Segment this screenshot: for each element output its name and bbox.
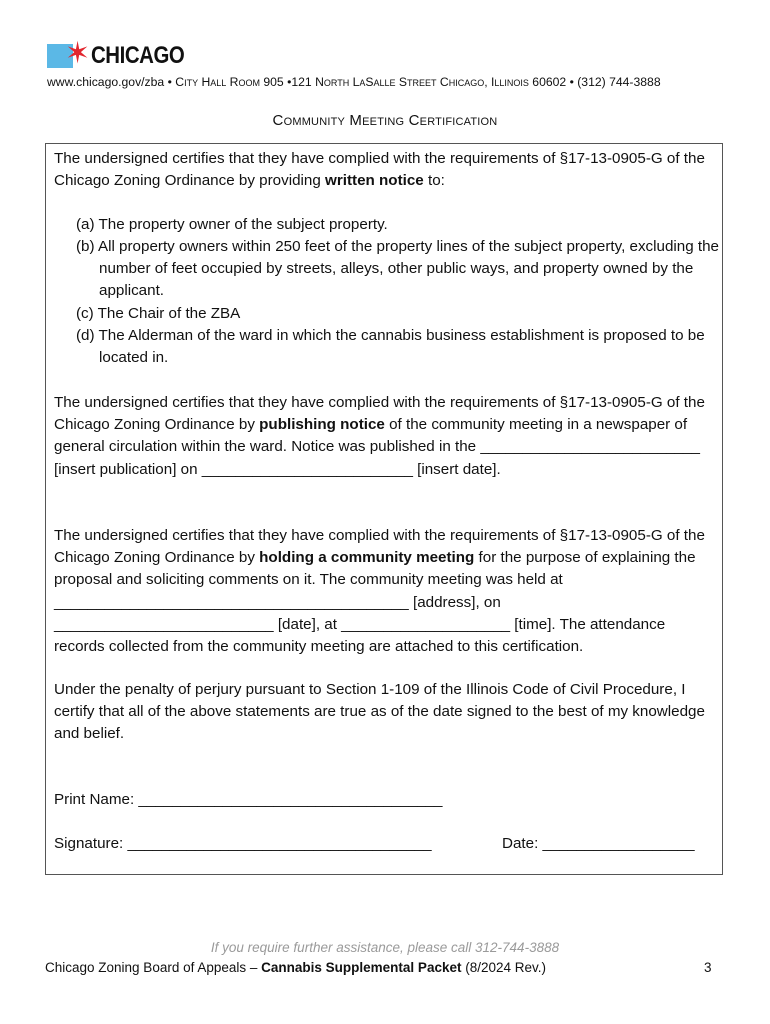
para2-bold: publishing notice: [259, 416, 385, 434]
footer-packet-name: Cannabis Supplemental Packet: [261, 960, 462, 975]
page-title: Community Meeting Certification: [272, 112, 498, 129]
para1-text: The undersigned certifies that they have complied with the requirements of §17-13-0905-G of the Chicago Zoning Ordinance by providing: [54, 150, 705, 190]
phone: (312) 744-3888: [577, 75, 661, 89]
paragraph-community-meeting: [54, 525, 719, 658]
list-item: (a) The property owner of the subject property.: [76, 216, 388, 233]
website-link[interactable]: www.chicago.gov/zba: [47, 75, 165, 89]
assistance-note: If you require further assistance, please call 312-744-3888: [210, 940, 560, 955]
six-point-star-icon: ✶: [65, 36, 91, 71]
paragraph-written-notice: [54, 148, 719, 192]
para2-text: The undersigned certifies that they have complied with the requirements of §17-13-0905-G of the Chicago Zoning Ordinance by: [54, 394, 705, 434]
separator: •: [167, 75, 172, 89]
room: City Hall Room 905: [175, 75, 284, 89]
list-item: (d) The Alderman of the ward in which the cannabis business establishment is proposed to be located in.: [76, 327, 705, 367]
date-field[interactable]: Date: __________________: [502, 835, 695, 852]
print-name-field[interactable]: Print Name: ____________________________________: [54, 791, 443, 808]
separator: •: [569, 75, 574, 89]
chicago-logo: [47, 36, 201, 71]
list-item: (c) The Chair of the ZBA: [76, 305, 241, 322]
signature-field[interactable]: Signature: ____________________________________: [54, 835, 432, 852]
para2-text-end: of the community meeting in a newspaper of general circulation within the ward. Notice was published in the __________________________ [insert publication] on _________________________ [insert date].: [54, 416, 700, 478]
list-item: (b) All property owners within 250 feet of the property lines of the subject property, excluding the number of feet occupied by streets, alleys, other public ways, and property owned by the applicant.: [76, 238, 720, 300]
para1-text-end: to:: [423, 172, 445, 190]
paragraph-perjury: Under the penalty of perjury pursuant to Section 1-109 of the Illinois Code of Civil Procedure, I certify that all of the above statements are true as of the date signed to the best of my knowledge and belief.: [54, 681, 705, 743]
page-number: 3: [704, 960, 712, 975]
separator: •: [287, 75, 292, 89]
paragraph-publishing-notice: [54, 392, 719, 481]
street-address: 121 North LaSalle Street Chicago, Illinois 60602: [291, 75, 567, 89]
footer-org: Chicago Zoning Board of Appeals –: [45, 960, 262, 975]
para1-bold: written notice: [325, 172, 424, 190]
logo-text: CHICAGO: [91, 42, 185, 69]
para3-text: The undersigned certifies that they have complied with the requirements of §17-13-0905-G of the Chicago Zoning Ordinance by: [54, 527, 705, 567]
footer-revision: (8/2024 Rev.): [461, 960, 547, 975]
para3-bold: holding a community meeting: [259, 549, 475, 567]
header-address-line: [47, 75, 661, 89]
certification-box: [45, 143, 723, 875]
para3-text-end: for the purpose of explaining the proposal and soliciting comments on it. The community meeting was held at __________________________________________ [address], on __________________________ [date], at ____________________ [time]. The attendance records collected from the community meeting are attached to this certification.: [54, 549, 696, 656]
footer-left: [45, 960, 546, 975]
